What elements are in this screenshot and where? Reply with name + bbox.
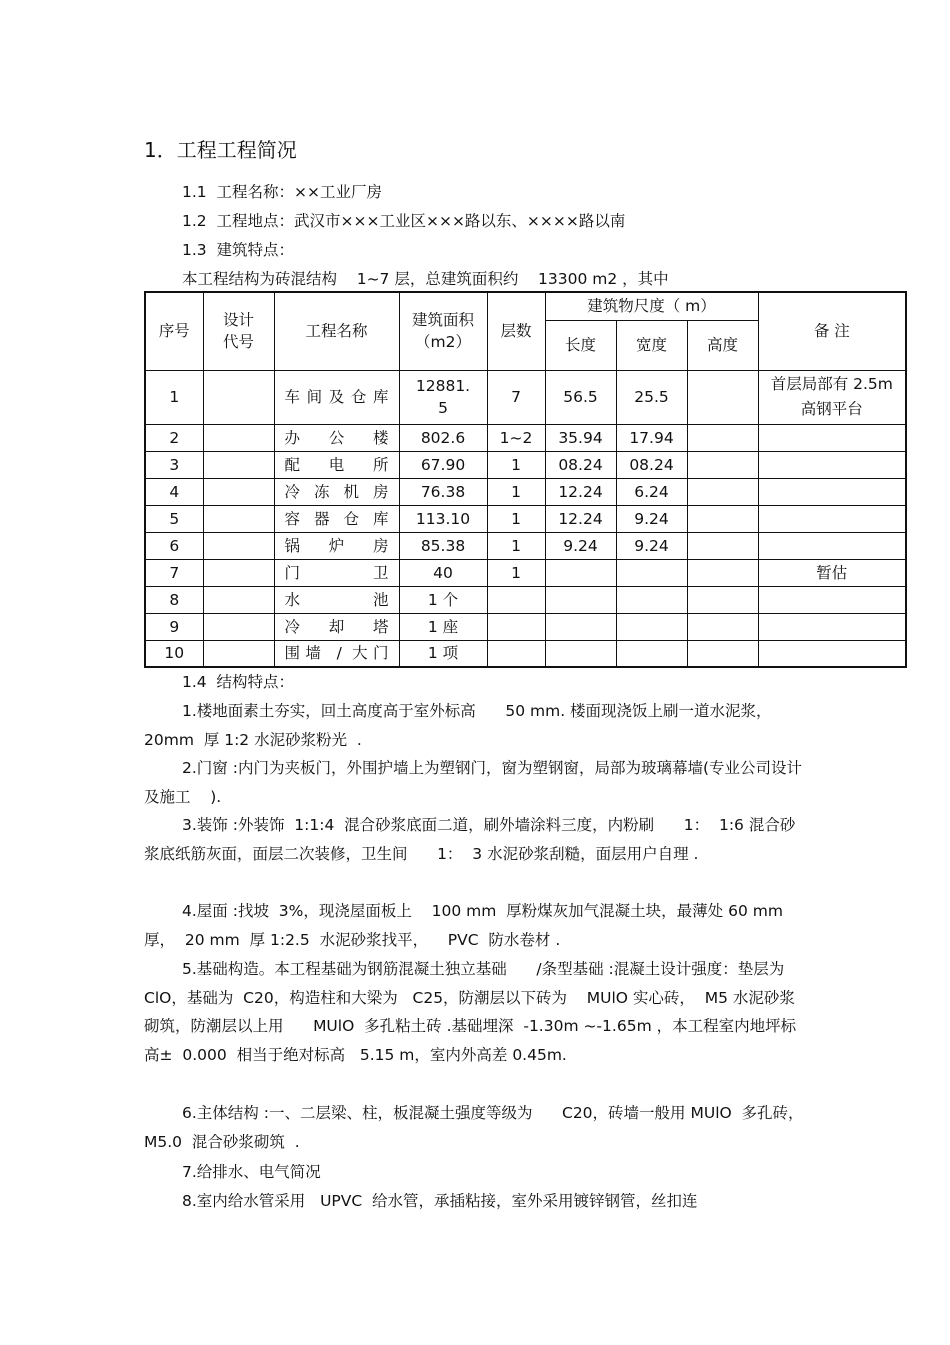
item-project-name: 1.1 工程名称：××工业厂房 (182, 183, 382, 201)
cell-design-code (203, 478, 274, 505)
table-row (145, 586, 906, 613)
cell-area: 12881.5 (399, 370, 487, 424)
cell-length: 08.24 (545, 451, 616, 478)
cell-length: 35.94 (545, 424, 616, 451)
cell-width: 9.24 (616, 505, 687, 532)
cell-length: 9.24 (545, 532, 616, 559)
cell-remark: 首层局部有 2.5m 高钢平台 (758, 370, 906, 424)
header-dimensions: 建筑物尺度（ m） (545, 292, 758, 320)
cell-project-name: 容器仓库 (274, 505, 399, 532)
cell-design-code (203, 613, 274, 640)
cell-floors: 1 (487, 532, 545, 559)
cell-no: 4 (145, 478, 203, 505)
cell-floors: 1~2 (487, 424, 545, 451)
cell-area: 1 个 (399, 586, 487, 613)
cell-height (687, 451, 758, 478)
cell-length: 12.24 (545, 505, 616, 532)
cell-floors (487, 640, 545, 667)
cell-area: 802.6 (399, 424, 487, 451)
cell-floors: 7 (487, 370, 545, 424)
header-remark: 备 注 (758, 292, 906, 370)
cell-design-code (203, 586, 274, 613)
cell-width: 9.24 (616, 532, 687, 559)
cell-height (687, 640, 758, 667)
cell-width (616, 640, 687, 667)
table-row (145, 640, 906, 667)
header-height: 高度 (687, 320, 758, 370)
cell-length (545, 613, 616, 640)
cell-no: 7 (145, 559, 203, 586)
header-area: 建筑面积（m2） (399, 292, 487, 370)
cell-remark (758, 613, 906, 640)
cell-length: 12.24 (545, 478, 616, 505)
cell-length (545, 586, 616, 613)
cell-area: 1 项 (399, 640, 487, 667)
cell-design-code (203, 640, 274, 667)
cell-floors: 1 (487, 451, 545, 478)
section-structure-heading: 1.4 结构特点： (182, 673, 295, 691)
cell-design-code (203, 505, 274, 532)
cell-floors (487, 586, 545, 613)
intro-text: 本工程结构为砖混结构 1~7 层，总建筑面积约 13300 m2 ，其中 (182, 270, 669, 288)
cell-no: 2 (145, 424, 203, 451)
cell-remark: 暂估 (758, 559, 906, 586)
table-row (145, 451, 906, 478)
cell-project-name: 冷冻机房 (274, 478, 399, 505)
header-width: 宽度 (616, 320, 687, 370)
header-no: 序号 (145, 292, 203, 370)
cell-project-name: 冷却塔 (274, 613, 399, 640)
section-heading: 1．工程工程简况 (144, 138, 297, 162)
cell-floors: 1 (487, 505, 545, 532)
cell-no: 5 (145, 505, 203, 532)
header-project-name: 工程名称 (274, 292, 399, 370)
section-plumbing-electrical: 7.给排水、电气简况 (182, 1163, 321, 1181)
cell-length (545, 640, 616, 667)
cell-project-name: 办公楼 (274, 424, 399, 451)
item-building-features: 1.3 建筑特点： (182, 241, 295, 259)
cell-width (616, 559, 687, 586)
paragraph-main-structure: 6.主体结构 :一、二层梁、柱，板混凝土强度等级为 C20，砖墙一般用 MUlO 多孔砖， M5.0 混合砂浆砌筑 . (144, 1104, 814, 1151)
cell-project-name: 围墙 / 大门 (274, 640, 399, 667)
cell-design-code (203, 370, 274, 424)
cell-width (616, 586, 687, 613)
cell-length (545, 559, 616, 586)
cell-floors: 1 (487, 478, 545, 505)
cell-length: 56.5 (545, 370, 616, 424)
cell-remark (758, 532, 906, 559)
cell-area: 40 (399, 559, 487, 586)
cell-design-code (203, 424, 274, 451)
cell-height (687, 478, 758, 505)
cell-area: 76.38 (399, 478, 487, 505)
table-row (145, 478, 906, 505)
cell-height (687, 370, 758, 424)
table-row (145, 613, 906, 640)
cell-design-code (203, 559, 274, 586)
table-row (145, 532, 906, 559)
cell-remark (758, 478, 906, 505)
cell-height (687, 559, 758, 586)
header-design-code: 设计代号 (203, 292, 274, 370)
cell-no: 6 (145, 532, 203, 559)
cell-project-name: 门卫 (274, 559, 399, 586)
cell-remark (758, 451, 906, 478)
cell-height (687, 586, 758, 613)
cell-design-code (203, 532, 274, 559)
cell-no: 1 (145, 370, 203, 424)
cell-remark (758, 586, 906, 613)
cell-width: 6.24 (616, 478, 687, 505)
cell-no: 9 (145, 613, 203, 640)
cell-project-name: 锅炉房 (274, 532, 399, 559)
table-row (145, 424, 906, 451)
cell-no: 10 (145, 640, 203, 667)
paragraph-foundation: 5.基础构造。本工程基础为钢筋混凝土独立基础 /条型基础 :混凝土设计强度：垫层为 ClO，基础为 C20，构造柱和大梁为 C25，防潮层以下砖为 MUlO 实心砖， M5 水泥砂浆砌筑，防潮层以上用 MUlO 多孔粘土砖 .基础埋深 -1.30m ~-1.65m ，本工程室内地坪标高± 0.000 相当于绝对标高 5.15 m，室内外高差 0.45m. (144, 960, 797, 1064)
cell-height (687, 532, 758, 559)
cell-design-code (203, 451, 274, 478)
cell-area: 113.10 (399, 505, 487, 532)
table-row (145, 505, 906, 532)
cell-project-name: 车间及仓库 (274, 370, 399, 424)
cell-width: 08.24 (616, 451, 687, 478)
cell-remark (758, 640, 906, 667)
cell-remark (758, 505, 906, 532)
cell-width: 25.5 (616, 370, 687, 424)
header-floors: 层数 (487, 292, 545, 370)
cell-remark (758, 424, 906, 451)
header-length: 长度 (545, 320, 616, 370)
table-row (145, 559, 906, 586)
cell-project-name: 水池 (274, 586, 399, 613)
paragraph-decoration: 3.装饰 :外装饰 1:1:4 混合砂浆底面二道，刷外墙涂料三度，内粉刷 1： 1:6 混合砂浆底纸筋灰面，面层二次装修，卫生间 1： 3 水泥砂浆刮糙，面层用户自理 . (144, 816, 796, 863)
paragraph-water-pipes: 8.室内给水管采用 UPVC 给水管，承插粘接，室外采用镀锌钢管，丝扣连 (182, 1192, 698, 1210)
cell-width (616, 613, 687, 640)
paragraph-roof: 4.屋面 :找坡 3%，现浇屋面板上 100 mm 厚粉煤灰加气混凝土块，最薄处 60 mm 厚， 20 mm 厚 1:2.5 水泥砂浆找平， PVC 防水卷材 . (144, 902, 793, 949)
cell-area: 1 座 (399, 613, 487, 640)
cell-height (687, 424, 758, 451)
cell-width: 17.94 (616, 424, 687, 451)
cell-no: 3 (145, 451, 203, 478)
table-row (145, 370, 906, 424)
cell-floors: 1 (487, 559, 545, 586)
paragraph-doors-windows: 2.门窗 :内门为夹板门，外围护墙上为塑钢门，窗为塑钢窗，局部为玻璃幕墙(专业公司设计及施工 ). (144, 759, 802, 806)
cell-area: 85.38 (399, 532, 487, 559)
cell-project-name: 配电所 (274, 451, 399, 478)
cell-no: 8 (145, 586, 203, 613)
cell-area: 67.90 (399, 451, 487, 478)
paragraph-floor: 1.楼地面素土夯实，回土高度高于室外标高 50 mm. 楼面现浇饭上刷一道水泥浆， 20mm 厚 1:2 水泥砂浆粉光 . (144, 702, 782, 749)
building-table (144, 291, 907, 668)
cell-height (687, 613, 758, 640)
cell-height (687, 505, 758, 532)
item-project-location: 1.2 工程地点：武汉市×××工业区×××路以东、××××路以南 (182, 212, 626, 230)
cell-floors (487, 613, 545, 640)
